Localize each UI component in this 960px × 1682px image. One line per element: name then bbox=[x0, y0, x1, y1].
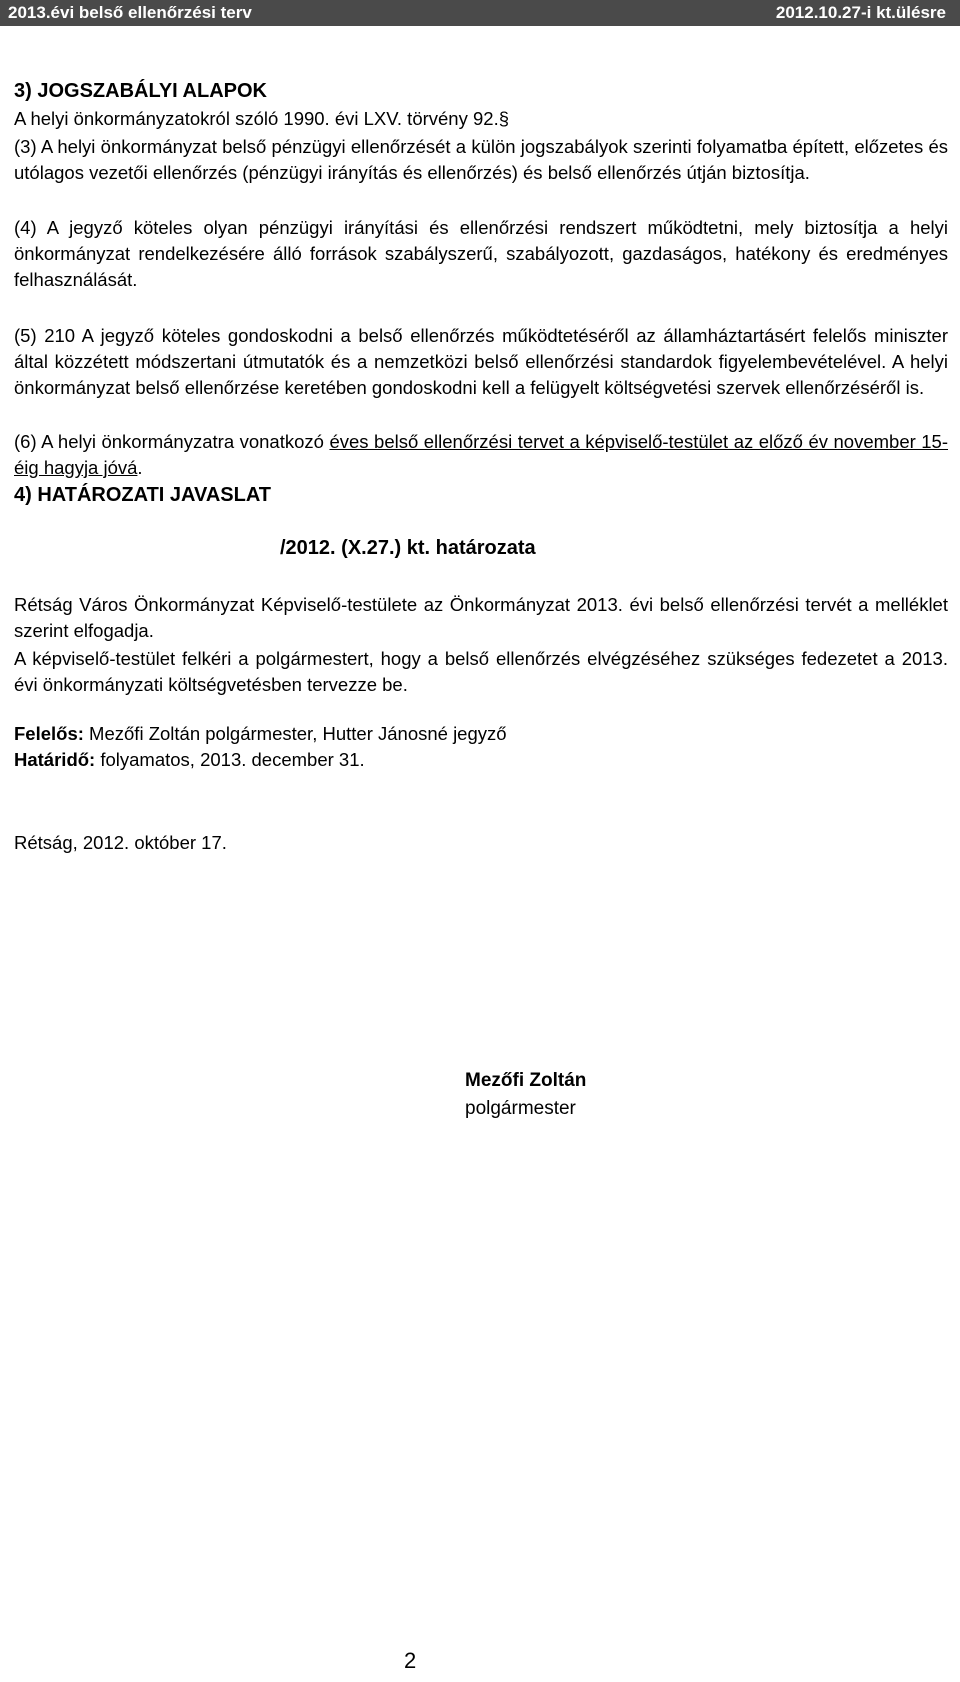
signature-block bbox=[465, 1067, 586, 1123]
section-heading-legal-basis: 3) JOGSZABÁLYI ALAPOK bbox=[14, 80, 267, 102]
responsible-line bbox=[14, 723, 948, 745]
paragraph-6-end: . bbox=[137, 457, 143, 478]
place-and-date: Rétság, 2012. október 17. bbox=[14, 832, 227, 853]
signatory-title: polgármester bbox=[465, 1098, 576, 1119]
law-reference: A helyi önkormányzatokról szóló 1990. évi LXV. törvény 92.§ bbox=[14, 108, 509, 129]
paragraph-4: (4) A jegyző köteles olyan pénzügyi irányítási és ellenőrzési rendszert működtetni, mely biztosítja a helyi önkormányzat rendelkezésére álló források szabályszerű, szabályozott, gazdaságos, hatékony és eredményes felhasználását. bbox=[14, 217, 948, 290]
section-heading-resolution-proposal: 4) HATÁROZATI JAVASLAT bbox=[14, 484, 272, 506]
responsible-value: Mezőfi Zoltán polgármester, Hutter Jánosné jegyző bbox=[83, 723, 507, 744]
header-document-title: 2013.évi belső ellenőrzési terv bbox=[8, 3, 252, 22]
responsible-label: Felelős: bbox=[14, 723, 84, 744]
paragraph-5: (5) 210 A jegyző köteles gondoskodni a belső ellenőrzés működtetéséről az államháztartásért felelős miniszter által közzétett módszertani útmutatók és a nemzetközi belső ellenőrzési standardok figyelembevételével. A helyi önkormányzat belső ellenőrzése keretében gondoskodni kell a felügyelt költségvetési szervek ellenőrzéséről is. bbox=[14, 325, 948, 398]
page-number: 2 bbox=[404, 1648, 417, 1673]
resolution-number: /2012. (X.27.) kt. határozata bbox=[280, 537, 536, 559]
deadline-line bbox=[14, 749, 948, 771]
decision-paragraph-1: Rétság Város Önkormányzat Képviselő-testülete az Önkormányzat 2013. évi belső ellenőrzési tervét a melléklet szerint elfogadja. bbox=[14, 594, 948, 641]
paragraph-6 bbox=[14, 429, 948, 481]
signatory-name: Mezőfi Zoltán bbox=[465, 1070, 587, 1091]
decision-paragraph-2: A képviselő-testület felkéri a polgármestert, hogy a belső ellenőrzés elvégzéséhez szükséges fedezetet a 2013. évi önkormányzati költségvetésben tervezze be. bbox=[14, 648, 948, 695]
header-meeting-date: 2012.10.27-i kt.ülésre bbox=[775, 3, 946, 22]
paragraph-6-intro: (6) A helyi önkormányzatra vonatkozó bbox=[14, 431, 330, 452]
deadline-value: folyamatos, 2013. december 31. bbox=[95, 749, 365, 770]
deadline-label: Határidő: bbox=[14, 749, 96, 770]
document-header-bar bbox=[0, 0, 960, 26]
paragraph-3: (3) A helyi önkormányzat belső pénzügyi ellenőrzését a külön jogszabályok szerinti folyamatba épített, előzetes és utólagos vezetői ellenőrzés (pénzügyi irányítás és ellenőrzés) és belső ellenőrzés útján biztosítja. bbox=[14, 136, 948, 183]
paragraph-6-underlined: éves belső ellenőrzési tervet a képviselő-testület az előző év november 15-éig hagyja jóvá bbox=[14, 431, 949, 478]
